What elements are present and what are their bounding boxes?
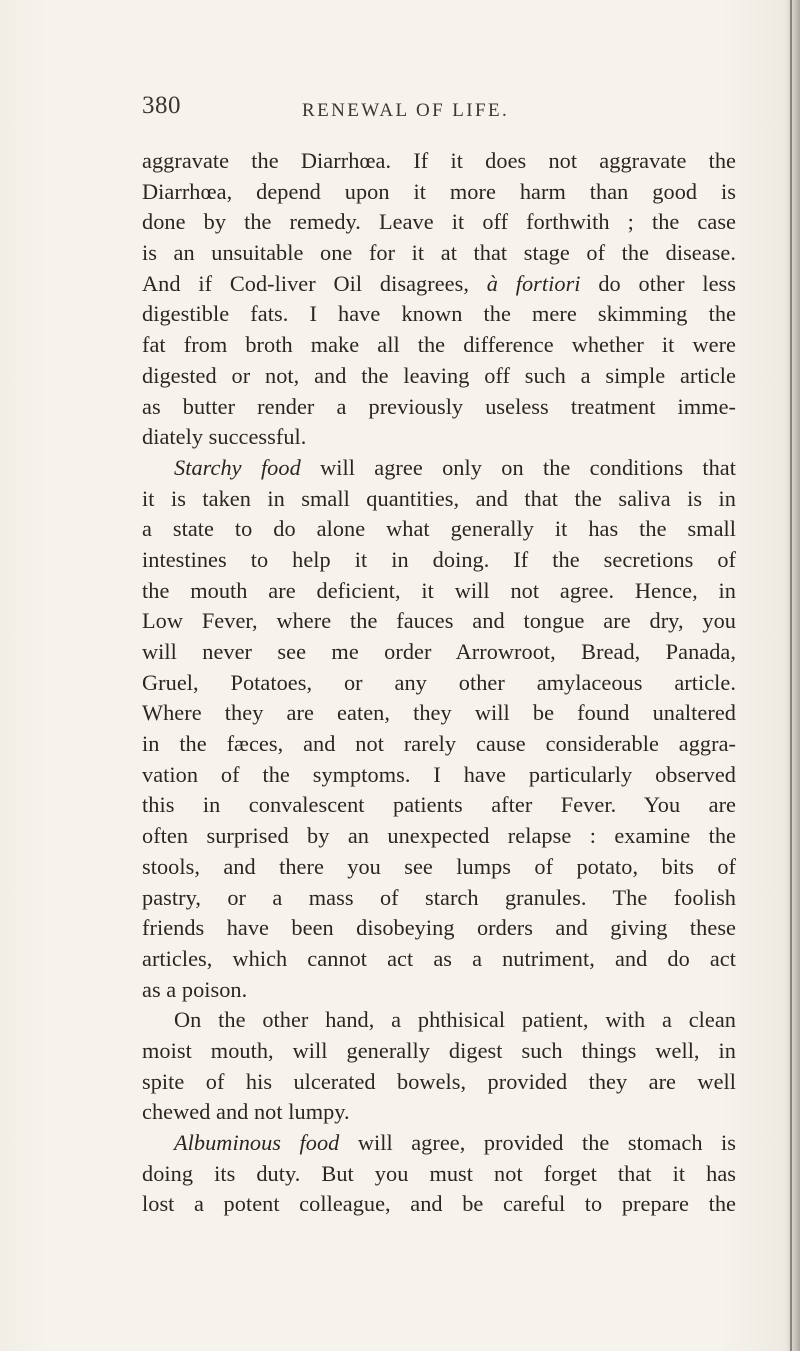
text-segment: lost a potent colleague, and be careful to prepare the	[142, 1191, 736, 1217]
text-line	[142, 453, 736, 484]
text-segment: is an unsuitable one for it at that stage of the disease.	[142, 240, 736, 266]
text-segment: intestines to help it in doing. If the secretions of	[142, 546, 736, 572]
italic-text-segment: Starchy food	[174, 454, 301, 480]
text-line	[142, 729, 736, 760]
body-text	[142, 146, 736, 1220]
text-segment: articles, which cannot act as a nutriment, and do act	[142, 945, 736, 971]
text-line	[142, 698, 736, 729]
text-line	[142, 1097, 736, 1128]
text-line	[142, 361, 736, 392]
text-segment: in the fæces, and not rarely cause considerable aggra-	[142, 731, 736, 757]
text-segment: digestible fats. I have known the mere skimming the	[142, 301, 736, 327]
text-segment: this in convalescent patients after Fever. You are	[142, 792, 736, 818]
text-line	[142, 975, 736, 1006]
text-segment: stools, and there you see lumps of potato, bits of	[142, 853, 736, 879]
text-segment: as a poison.	[142, 976, 248, 1002]
text-segment: a state to do alone what generally it has the small	[142, 516, 736, 542]
text-line	[142, 299, 736, 330]
text-line	[142, 238, 736, 269]
text-line	[142, 913, 736, 944]
text-segment: moist mouth, will generally digest such things well, in	[142, 1037, 736, 1063]
text-segment: done by the remedy. Leave it off forthwith ; the case	[142, 209, 736, 235]
text-segment: Gruel, Potatoes, or any other amylaceous article.	[142, 669, 736, 695]
text-segment: vation of the symptoms. I have particularly observed	[142, 761, 736, 787]
text-line	[142, 852, 736, 883]
text-line	[142, 883, 736, 914]
text-line	[142, 484, 736, 515]
text-line	[142, 269, 736, 300]
page-edge-shadow	[786, 0, 800, 1351]
text-segment: chewed and not lumpy.	[142, 1099, 350, 1125]
italic-text-segment: Albuminous food	[174, 1130, 340, 1155]
text-line	[142, 1067, 736, 1098]
text-line	[142, 1159, 736, 1190]
text-segment: pastry, or a mass of starch granules. The foolish	[142, 884, 736, 910]
text-segment: will agree, provided the stomach is	[339, 1130, 736, 1155]
text-line	[142, 821, 736, 852]
text-line	[142, 1036, 736, 1067]
text-segment: it is taken in small quantities, and that the saliva is in	[142, 485, 736, 511]
text-line	[142, 576, 736, 607]
page-edge-line	[790, 0, 792, 1351]
text-line	[142, 1128, 736, 1159]
text-segment: spite of his ulcerated bowels, provided they are well	[142, 1068, 736, 1094]
text-segment: do other less	[580, 270, 737, 296]
text-line	[142, 514, 736, 545]
text-line	[142, 1005, 736, 1036]
text-segment: often surprised by an unexpected relapse : examine the	[142, 823, 736, 849]
text-segment: will agree only on the conditions that	[300, 454, 736, 480]
text-segment: as butter render a previously useless treatment imme-	[142, 393, 736, 419]
text-segment: diately successful.	[142, 424, 307, 450]
text-line	[142, 392, 736, 423]
text-line	[142, 207, 736, 238]
text-line	[142, 422, 736, 453]
text-line	[142, 1189, 736, 1220]
text-segment: the mouth are deficient, it will not agree. Hence, in	[142, 577, 736, 603]
text-segment: friends have been disobeying orders and giving these	[142, 915, 736, 941]
text-line	[142, 637, 736, 668]
text-line	[142, 330, 736, 361]
text-line	[142, 545, 736, 576]
text-segment: will never see me order Arrowroot, Bread, Panada,	[142, 639, 736, 664]
page-number: 380	[142, 92, 181, 119]
text-line	[142, 668, 736, 699]
text-segment: On the other hand, a phthisical patient, with a clean	[174, 1007, 736, 1033]
text-segment: Low Fever, where the fauces and tongue are dry, you	[142, 608, 736, 634]
text-line	[142, 944, 736, 975]
text-line	[142, 146, 736, 177]
text-segment: doing its duty. But you must not forget that it has	[142, 1160, 736, 1186]
running-title: RENEWAL OF LIFE.	[302, 100, 510, 121]
text-segment: And if Cod-liver Oil disagrees,	[142, 270, 487, 296]
text-line	[142, 760, 736, 791]
text-line	[142, 790, 736, 821]
text-segment: Diarrhœa, depend upon it more harm than good is	[142, 178, 736, 204]
text-line	[142, 177, 736, 208]
text-segment: aggravate the Diarrhœa. If it does not aggravate the	[142, 148, 736, 173]
text-segment: fat from broth make all the difference whether it were	[142, 332, 736, 358]
italic-text-segment: à fortiori	[486, 270, 581, 296]
text-segment: Where they are eaten, they will be found unaltered	[142, 700, 736, 726]
running-head	[142, 92, 732, 128]
text-segment: digested or not, and the leaving off such a simple article	[142, 362, 736, 388]
text-line	[142, 606, 736, 637]
